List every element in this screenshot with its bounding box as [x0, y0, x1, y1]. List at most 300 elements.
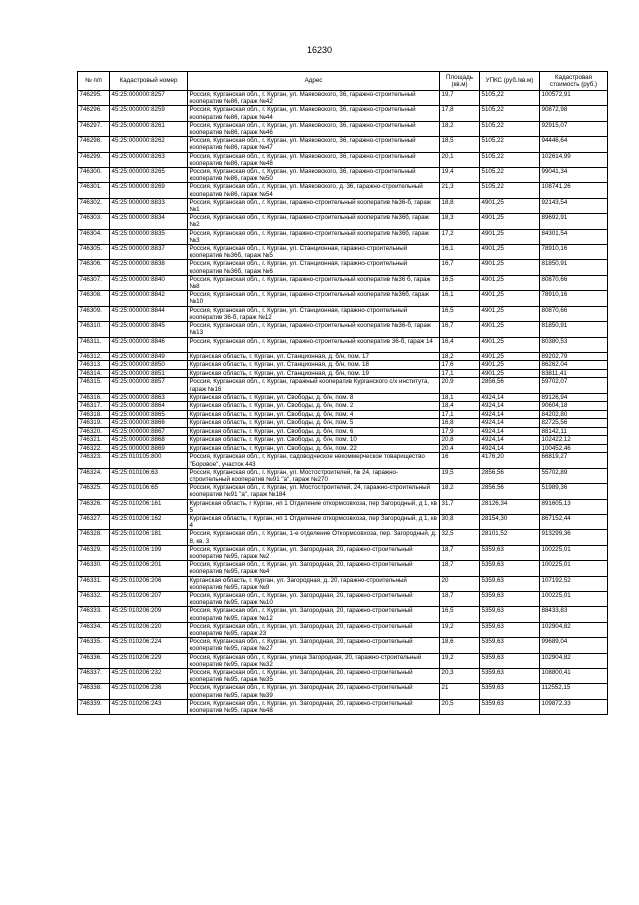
cadastral-cost-cell: 84301,54 — [540, 229, 608, 244]
address-cell: Курганская область, г. Курган, ул. Свободы, д. б/н, пом. 10 — [188, 436, 440, 445]
upks-cell: 4901,25 — [480, 369, 540, 378]
address-cell: Курганская область, г. Курган, ул. Станционная, д. б/н, пом. 19 — [188, 369, 440, 378]
address-cell: Россия, Курганская обл., г. Курган, ул. Загородная, 20, гаражно-строительный кооператив №95, гараж №12 — [188, 607, 440, 622]
address-cell: Курганская область, г. Курган, ул. Свободы, д. б/н, пом. 22 — [188, 444, 440, 453]
table-row — [78, 260, 608, 275]
cadastral-cost-cell: 86262,04 — [540, 361, 608, 370]
table-row — [78, 607, 608, 622]
table-row — [78, 275, 608, 290]
row-number: 746303. — [78, 214, 110, 229]
address-cell: Россия, Курганская обл., г. Курган, ул. Маяковского, 36, гаражно-строительный кооператив №86, гараж №46 — [188, 121, 440, 136]
area-cell: 18,8 — [440, 198, 480, 213]
area-cell: 17,2 — [440, 229, 480, 244]
row-number: 746336. — [78, 653, 110, 668]
upks-cell: 4924,14 — [480, 427, 540, 436]
table-row — [78, 91, 608, 106]
upks-cell: 5105,22 — [480, 152, 540, 167]
cadastral-number-cell: 45:25:000000:8834 — [110, 214, 188, 229]
address-cell: Россия, Курганская обл., г. Курган, гаражно-строительный кооператив №36-б, гараж №13 — [188, 322, 440, 337]
address-cell: Россия, Курганская обл., г. Курган, гаражно-строительный кооператив №36б, гараж №10 — [188, 291, 440, 306]
cadastral-number-cell: 45:25:000000:8257 — [110, 91, 188, 106]
address-cell: Курганская область, г. Курган, ул. Свободы, д. б/н, пом. 6 — [188, 427, 440, 436]
header-num: № п/п — [78, 72, 110, 91]
cadastral-cost-cell: 51989,36 — [540, 484, 608, 499]
cadastral-cost-cell: 89202,79 — [540, 352, 608, 361]
upks-cell: 28154,30 — [480, 514, 540, 529]
address-cell: Россия, Курганская обл., г. Курган, ул. Станционная, гаражно-строительный кооператив №36б, гараж №5 — [188, 245, 440, 260]
table-row — [78, 369, 608, 378]
cadastral-number-cell: 45:25:000000:8857 — [110, 378, 188, 393]
row-number: 746315. — [78, 378, 110, 393]
address-cell: Россия, Курганская обл., г. Курган, ул. Загородная, 20, гаражно-строительный кооператив №95, гараж №2 — [188, 545, 440, 560]
address-cell: Россия, Курганская обл., г. Курган, гаражно-строительный кооператив №36-б, гараж №1 — [188, 198, 440, 213]
row-number: 746308. — [78, 291, 110, 306]
cadastral-number-cell: 45:25:000000:8261 — [110, 121, 188, 136]
upks-cell: 4924,14 — [480, 444, 540, 453]
area-cell: 20 — [440, 576, 480, 591]
cadastral-cost-cell: 109872,33 — [540, 699, 608, 714]
cadastral-number-cell: 45:25:000000:8849 — [110, 352, 188, 361]
address-cell: Россия, Курганская обл., г. Курган, гаражный кооператив Курганского с/х института, гараж №16 — [188, 378, 440, 393]
cadastral-cost-cell: 100225,01 — [540, 591, 608, 606]
area-cell: 18,2 — [440, 352, 480, 361]
header-address: Адрес — [188, 72, 440, 91]
table-row — [78, 576, 608, 591]
address-cell: Россия, Курганская обл., г. Курган, ул. Маяковского, 36, гаражно-строительный кооператив №86, гараж №42 — [188, 91, 440, 106]
address-cell: Россия, Курганская обл., г. Курган, ул. Загородная, 20, гаражно-строительный кооператив №95, гараж 23 — [188, 622, 440, 637]
address-cell: Курганская область, г. Курган, ул. Станционная, д. б/н, пом. 17 — [188, 352, 440, 361]
upks-cell: 5359,63 — [480, 684, 540, 699]
cadastral-number-cell: 45:25:000000:8837 — [110, 245, 188, 260]
cadastral-cost-cell: 84202,80 — [540, 410, 608, 419]
table-row — [78, 322, 608, 337]
row-number: 746325. — [78, 484, 110, 499]
upks-cell: 5105,22 — [480, 168, 540, 183]
address-cell: Курганская область, г. Курган, ул. Свободы, д. б/н, пом. 4 — [188, 410, 440, 419]
cadastral-number-cell: 45:25:010206:201 — [110, 561, 188, 576]
area-cell: 20,9 — [440, 378, 480, 393]
cadastral-number-cell: 45:25:010206:206 — [110, 576, 188, 591]
cadastral-number-cell: 45:25:010206:243 — [110, 699, 188, 714]
cadastral-cost-cell: 102904,82 — [540, 622, 608, 637]
upks-cell: 5359,63 — [480, 668, 540, 683]
table-row — [78, 668, 608, 683]
row-number: 746327. — [78, 514, 110, 529]
row-number: 746312. — [78, 352, 110, 361]
upks-cell: 5359,63 — [480, 591, 540, 606]
cadastral-number-cell: 45:25:010206:224 — [110, 638, 188, 653]
area-cell: 32,5 — [440, 530, 480, 545]
cadastral-number-cell: 45:25:000000:8866 — [110, 419, 188, 428]
upks-cell: 5359,63 — [480, 653, 540, 668]
header-area: Площадь (кв.м) — [440, 72, 480, 91]
area-cell: 21 — [440, 684, 480, 699]
table-header-row — [78, 72, 608, 91]
cadastral-cost-cell: 66819,27 — [540, 453, 608, 468]
cadastral-cost-cell: 78910,16 — [540, 291, 608, 306]
upks-cell: 5359,63 — [480, 638, 540, 653]
cadastral-number-cell: 45:25:010206:232 — [110, 668, 188, 683]
address-cell: Россия, Курганская обл., г. Курган, ул. Маяковского, 36, гаражно-строительный кооператив №86, гараж №50 — [188, 168, 440, 183]
cadastral-number-cell: 45:25:000000:8262 — [110, 137, 188, 152]
cadastral-cost-cell: 100572,91 — [540, 91, 608, 106]
address-cell: Россия, Курганская обл., г. Курган, ул. Мостостроителей, 24, гаражно-строительный кооператив №91 "а", гараж №184 — [188, 484, 440, 499]
table-row — [78, 378, 608, 393]
cadastral-number-cell: 45:25:010206:161 — [110, 499, 188, 514]
cadastral-number-cell: 45:25:000000:8833 — [110, 198, 188, 213]
area-cell: 20,5 — [440, 699, 480, 714]
cadastral-cost-cell: 90872,98 — [540, 106, 608, 121]
area-cell: 16,4 — [440, 337, 480, 352]
row-number: 746302. — [78, 198, 110, 213]
table-row — [78, 684, 608, 699]
cadastral-number-cell: 45:25:010105:800 — [110, 453, 188, 468]
cadastral-cost-cell: 92143,54 — [540, 198, 608, 213]
cadastral-cost-cell: 81850,91 — [540, 322, 608, 337]
upks-cell: 2856,56 — [480, 378, 540, 393]
cadastral-number-cell: 45:25:000000:8863 — [110, 393, 188, 402]
area-cell: 21,3 — [440, 183, 480, 198]
table-row — [78, 229, 608, 244]
area-cell: 20,1 — [440, 152, 480, 167]
area-cell: 18,7 — [440, 561, 480, 576]
address-cell: Россия, Курганская обл., г. Курган, гаражно-строительный кооператив №36б, гараж №3 — [188, 229, 440, 244]
address-cell: Россия, Курганская обл., г. Курган, ул. Станционная, гаражно-строительный кооператив 36-б, гараж №12 — [188, 306, 440, 321]
row-number: 746322. — [78, 444, 110, 453]
address-cell: Россия, Курганская обл., г. Курган, ул. Загородная, 20, гаражно-строительный кооператив №95, гараж №27 — [188, 638, 440, 653]
page-number: 16230 — [306, 45, 333, 55]
cadastral-number-cell: 45:25:000000:8265 — [110, 168, 188, 183]
cadastral-number-cell: 45:25:000000:8850 — [110, 361, 188, 370]
header-upks: УПКС (руб./кв.м) — [480, 72, 540, 91]
row-number: 746324. — [78, 468, 110, 483]
address-cell: Курганская область, г. Курган, ул. Свободы, д. б/н, пом. 2 — [188, 402, 440, 411]
table-row — [78, 306, 608, 321]
row-number: 746313. — [78, 361, 110, 370]
table-row — [78, 419, 608, 428]
area-cell: 20,8 — [440, 436, 480, 445]
table-row — [78, 468, 608, 483]
area-cell: 17,1 — [440, 369, 480, 378]
table-body — [78, 91, 608, 715]
cadastral-cost-cell: 100225,01 — [540, 561, 608, 576]
upks-cell: 2856,56 — [480, 468, 540, 483]
address-cell: Курганская область, г Курган, нп 1 Отделение откормсовхоза, пер Загородный, д 1, кв 4 — [188, 514, 440, 529]
header-cadastral-number: Кадастровый номер — [110, 72, 188, 91]
row-number: 746318. — [78, 410, 110, 419]
cadastral-cost-cell: 99041,34 — [540, 168, 608, 183]
table-row — [78, 352, 608, 361]
cadastral-number-cell: 45:25:010206:209 — [110, 607, 188, 622]
upks-cell: 4901,25 — [480, 229, 540, 244]
area-cell: 16,1 — [440, 245, 480, 260]
cadastral-number-cell: 45:25:010206:199 — [110, 545, 188, 560]
cadastral-cost-cell: 107192,52 — [540, 576, 608, 591]
table-row — [78, 499, 608, 514]
row-number: 746297. — [78, 121, 110, 136]
address-cell: Россия, Курганская обл., г. Курган, гаражно-строительный кооператив №36 б, гараж №8 — [188, 275, 440, 290]
upks-cell: 5105,22 — [480, 91, 540, 106]
area-cell: 30,8 — [440, 514, 480, 529]
cadastral-registry-table — [77, 71, 608, 715]
row-number: 746305. — [78, 245, 110, 260]
row-number: 746307. — [78, 275, 110, 290]
table-row — [78, 453, 608, 468]
area-cell: 17,6 — [440, 361, 480, 370]
upks-cell: 5105,22 — [480, 121, 540, 136]
address-cell: Россия, Курганская обл., г. Курган, гаражно-строительный кооператив №36б, гараж №2 — [188, 214, 440, 229]
cadastral-number-cell: 45:25:010206:229 — [110, 653, 188, 668]
row-number: 746328. — [78, 530, 110, 545]
cadastral-number-cell: 45:25:010206:236 — [110, 684, 188, 699]
area-cell: 16,5 — [440, 306, 480, 321]
table-row — [78, 622, 608, 637]
area-cell: 18,1 — [440, 393, 480, 402]
table-row — [78, 121, 608, 136]
area-cell: 18,6 — [440, 638, 480, 653]
upks-cell: 4901,25 — [480, 322, 540, 337]
cadastral-number-cell: 45:25:000000:8867 — [110, 427, 188, 436]
address-cell: Россия, Курганская обл., г. Курган, ул. Маяковского, 36, гаражно-строительный кооператив №86, гараж №44 — [188, 106, 440, 121]
cadastral-number-cell: 45:25:000000:8840 — [110, 275, 188, 290]
row-number: 746321. — [78, 436, 110, 445]
table-row — [78, 436, 608, 445]
table-row — [78, 484, 608, 499]
cadastral-cost-cell: 102422,12 — [540, 436, 608, 445]
cadastral-number-cell: 45:25:000000:8842 — [110, 291, 188, 306]
row-number: 746310. — [78, 322, 110, 337]
upks-cell: 4901,25 — [480, 361, 540, 370]
upks-cell: 4924,14 — [480, 402, 540, 411]
address-cell: Россия, Курганская обл., г. Курган, ул. Загородная, 20, гаражно-строительный кооператив №95, гараж №39 — [188, 684, 440, 699]
row-number: 746299. — [78, 152, 110, 167]
cadastral-number-cell: 45:25:000000:8269 — [110, 183, 188, 198]
table-row — [78, 393, 608, 402]
header-cadastral-cost: Кадастровая стоимость (руб.) — [540, 72, 608, 91]
upks-cell: 4176,20 — [480, 453, 540, 468]
cadastral-number-cell: 45:25:010206:162 — [110, 514, 188, 529]
upks-cell: 5105,22 — [480, 106, 540, 121]
table-row — [78, 530, 608, 545]
upks-cell: 2856,56 — [480, 484, 540, 499]
row-number: 746319. — [78, 419, 110, 428]
area-cell: 19,2 — [440, 622, 480, 637]
cadastral-number-cell: 45:25:010106:65 — [110, 484, 188, 499]
cadastral-number-cell: 45:25:000000:8835 — [110, 229, 188, 244]
address-cell: Курганская область, г. Курган, ул. Станционная, д. б/н, пом. 18 — [188, 361, 440, 370]
area-cell: 18,3 — [440, 214, 480, 229]
table-row — [78, 444, 608, 453]
cadastral-cost-cell: 99689,04 — [540, 638, 608, 653]
cadastral-cost-cell: 112552,15 — [540, 684, 608, 699]
row-number: 746331. — [78, 576, 110, 591]
row-number: 746295. — [78, 91, 110, 106]
upks-cell: 5359,63 — [480, 576, 540, 591]
address-cell: Россия, Курганская обл., г. Курган, ул. Загородная, 20, гаражно-строительный кооператив №95, гараж №4 — [188, 561, 440, 576]
cadastral-cost-cell: 89126,94 — [540, 393, 608, 402]
row-number: 746329. — [78, 545, 110, 560]
cadastral-number-cell: 45:25:000000:8838 — [110, 260, 188, 275]
address-cell: Курганская область, г Курган, нп 1 Отделение откормсовхоза, пер Загородный, д 1, кв 5 — [188, 499, 440, 514]
upks-cell: 4924,14 — [480, 419, 540, 428]
cadastral-cost-cell: 88142,11 — [540, 427, 608, 436]
upks-cell: 4901,25 — [480, 260, 540, 275]
cadastral-cost-cell: 55702,89 — [540, 468, 608, 483]
cadastral-cost-cell: 913299,36 — [540, 530, 608, 545]
address-cell: Курганская область, г. Курган, ул. Свободы, д. б/н, пом. 8 — [188, 393, 440, 402]
table-row — [78, 653, 608, 668]
cadastral-number-cell: 45:25:000000:8845 — [110, 322, 188, 337]
area-cell: 18,2 — [440, 121, 480, 136]
area-cell: 16,5 — [440, 275, 480, 290]
table-row — [78, 214, 608, 229]
table-row — [78, 638, 608, 653]
cadastral-number-cell: 45:25:000000:8865 — [110, 410, 188, 419]
row-number: 746317. — [78, 402, 110, 411]
area-cell: 18,7 — [440, 591, 480, 606]
cadastral-cost-cell: 82725,56 — [540, 419, 608, 428]
area-cell: 20,4 — [440, 444, 480, 453]
area-cell: 19,4 — [440, 168, 480, 183]
address-cell: Россия, Курганская обл., г. Курган, ул. Маяковского, д. 36, гаражно-строительный кооператив №86, гараж №54 — [188, 183, 440, 198]
upks-cell: 28101,52 — [480, 530, 540, 545]
upks-cell: 28126,34 — [480, 499, 540, 514]
table-row — [78, 561, 608, 576]
cadastral-cost-cell: 102614,99 — [540, 152, 608, 167]
cadastral-cost-cell: 108741,26 — [540, 183, 608, 198]
area-cell: 16,5 — [440, 607, 480, 622]
row-number: 746339. — [78, 699, 110, 714]
area-cell: 18,4 — [440, 402, 480, 411]
row-number: 746326. — [78, 499, 110, 514]
cadastral-number-cell: 45:25:010206:181 — [110, 530, 188, 545]
row-number: 746338. — [78, 684, 110, 699]
row-number: 746316. — [78, 393, 110, 402]
table-row — [78, 183, 608, 198]
cadastral-number-cell: 45:25:000000:8851 — [110, 369, 188, 378]
address-cell: Россия, Курганская обл., г. Курган, ул. Загородная, 20, гаражно-строительный кооператив №95, гараж №48 — [188, 699, 440, 714]
address-cell: Россия, Курганская обл., г. Курган, улица Загородная, 20, гаражно-строительный кооператив №95, гараж №32 — [188, 653, 440, 668]
cadastral-cost-cell: 80870,66 — [540, 275, 608, 290]
table-row — [78, 591, 608, 606]
upks-cell: 4901,25 — [480, 275, 540, 290]
upks-cell: 5359,63 — [480, 622, 540, 637]
area-cell: 18,5 — [440, 137, 480, 152]
area-cell: 18,2 — [440, 484, 480, 499]
address-cell: Курганская область, г. Курган, ул. Свободы, д. б/н, пом. 5 — [188, 419, 440, 428]
upks-cell: 4901,25 — [480, 306, 540, 321]
row-number: 746304. — [78, 229, 110, 244]
cadastral-cost-cell: 88433,83 — [540, 607, 608, 622]
area-cell: 20,3 — [440, 668, 480, 683]
table-row — [78, 427, 608, 436]
address-cell: Россия, Курганская обл., г. Курган, ул. Загородная, 20, гаражно-строительный кооператив №95, гараж №35 — [188, 668, 440, 683]
cadastral-cost-cell: 89692,91 — [540, 214, 608, 229]
table-row — [78, 137, 608, 152]
area-cell: 16,8 — [440, 419, 480, 428]
address-cell: Курганская область, г. Курган, ул. Загородная, д. 20, гаражно-строительный кооператив №95, гараж №9 — [188, 576, 440, 591]
area-cell: 17,8 — [440, 106, 480, 121]
address-cell: Россия, Курганская обл., г. Курган, ул. Мостостроителей, № 24, гаражно-строительный кооператив №91 "а", гараж №270 — [188, 468, 440, 483]
upks-cell: 4901,25 — [480, 245, 540, 260]
area-cell: 19,2 — [440, 653, 480, 668]
row-number: 746334. — [78, 622, 110, 637]
cadastral-cost-cell: 94446,64 — [540, 137, 608, 152]
address-cell: Россия, Курганская обл., г. Курган, садоводческое некоммерческое товарищество "Боровое", участок 443 — [188, 453, 440, 468]
area-cell: 16,7 — [440, 260, 480, 275]
cadastral-cost-cell: 90604,18 — [540, 402, 608, 411]
upks-cell: 4924,14 — [480, 410, 540, 419]
table-row — [78, 361, 608, 370]
row-number: 746337. — [78, 668, 110, 683]
table-row — [78, 291, 608, 306]
upks-cell: 4901,25 — [480, 352, 540, 361]
upks-cell: 4924,14 — [480, 436, 540, 445]
cadastral-cost-cell: 100225,01 — [540, 545, 608, 560]
row-number: 746335. — [78, 638, 110, 653]
upks-cell: 5105,22 — [480, 183, 540, 198]
area-cell: 19,5 — [440, 468, 480, 483]
row-number: 746300. — [78, 168, 110, 183]
upks-cell: 5359,63 — [480, 545, 540, 560]
upks-cell: 4901,25 — [480, 337, 540, 352]
upks-cell: 4901,25 — [480, 214, 540, 229]
table-row — [78, 106, 608, 121]
upks-cell: 4901,25 — [480, 198, 540, 213]
cadastral-cost-cell: 81850,91 — [540, 260, 608, 275]
row-number: 746332. — [78, 591, 110, 606]
area-cell: 17,1 — [440, 410, 480, 419]
row-number: 746311. — [78, 337, 110, 352]
address-cell: Россия, Курганская обл., г. Курган, 1-е отделение Откормсовхоза, пер. Загородный, д. 8, кв. 3 — [188, 530, 440, 545]
upks-cell: 4901,25 — [480, 291, 540, 306]
upks-cell: 5105,22 — [480, 137, 540, 152]
cadastral-number-cell: 45:25:000000:8263 — [110, 152, 188, 167]
address-cell: Россия, Курганская обл., г. Курган, ул. Загородная, 20, гаражно-строительный кооператив №95, гараж №10 — [188, 591, 440, 606]
table-row — [78, 545, 608, 560]
cadastral-cost-cell: 92915,07 — [540, 121, 608, 136]
row-number: 746306. — [78, 260, 110, 275]
address-cell: Россия, Курганская обл., г. Курган, ул. Маяковского, 36, гаражно-строительный кооператив №86, гараж №47 — [188, 137, 440, 152]
area-cell: 16 — [440, 453, 480, 468]
area-cell: 16,7 — [440, 322, 480, 337]
cadastral-cost-cell: 102904,82 — [540, 653, 608, 668]
row-number: 746309. — [78, 306, 110, 321]
row-number: 746330. — [78, 561, 110, 576]
area-cell: 18,7 — [440, 545, 480, 560]
area-cell: 31,7 — [440, 499, 480, 514]
cadastral-cost-cell: 78910,16 — [540, 245, 608, 260]
table-row — [78, 168, 608, 183]
table-row — [78, 152, 608, 167]
table-row — [78, 514, 608, 529]
cadastral-number-cell: 45:25:000000:8846 — [110, 337, 188, 352]
address-cell: Россия, Курганская обл., г. Курган, гаражно-строительный кооператив 36-б, гараж 14 — [188, 337, 440, 352]
row-number: 746314. — [78, 369, 110, 378]
area-cell: 17,9 — [440, 427, 480, 436]
upks-cell: 5359,63 — [480, 607, 540, 622]
cadastral-number-cell: 45:25:000000:8864 — [110, 402, 188, 411]
address-cell: Россия, Курганская обл., г. Курган, ул. Станционная, гаражно-строительный кооператив №36б, гараж №6 — [188, 260, 440, 275]
table-row — [78, 402, 608, 411]
table-row — [78, 699, 608, 714]
cadastral-cost-cell: 891605,13 — [540, 499, 608, 514]
cadastral-number-cell: 45:25:000000:8868 — [110, 436, 188, 445]
cadastral-number-cell: 45:25:000000:8844 — [110, 306, 188, 321]
table-row — [78, 198, 608, 213]
table-row — [78, 337, 608, 352]
address-cell: Россия, Курганская обл., г. Курган, ул. Маяковского, 36, гаражно-строительный кооператив №86, гараж №48 — [188, 152, 440, 167]
